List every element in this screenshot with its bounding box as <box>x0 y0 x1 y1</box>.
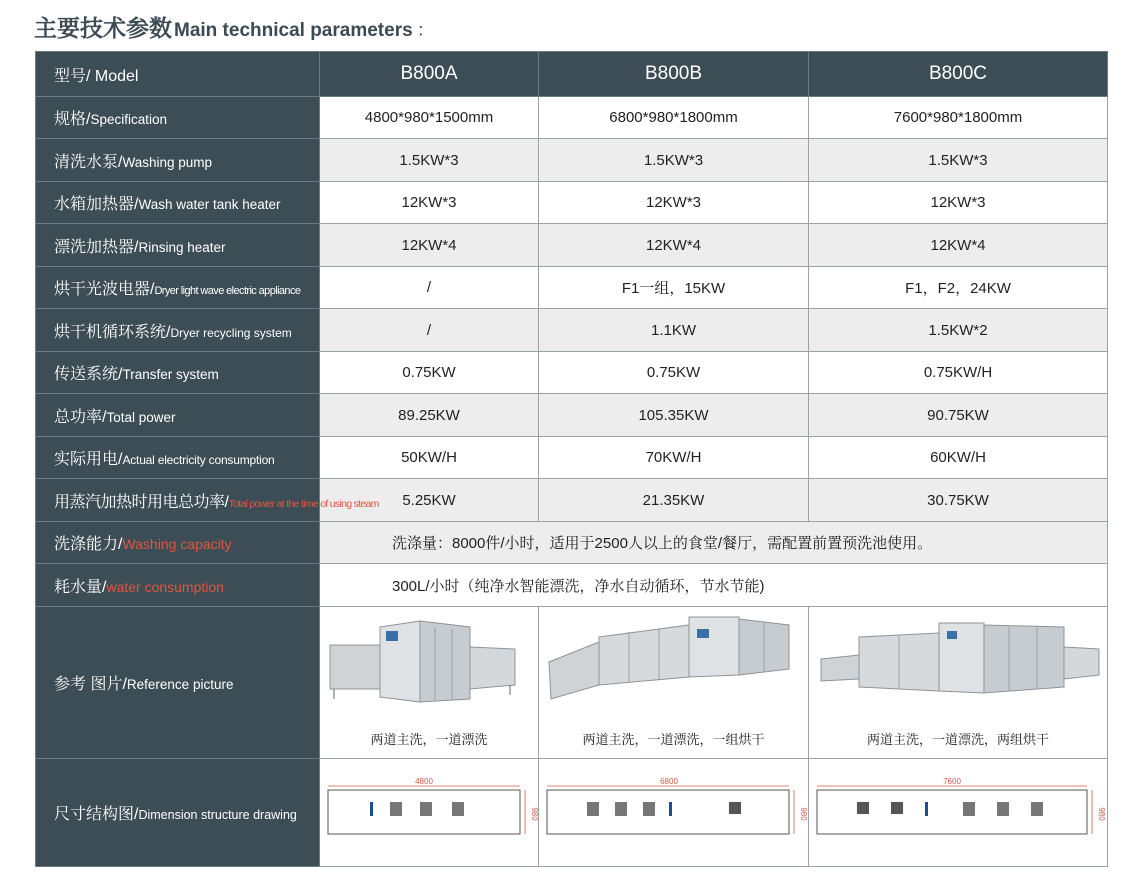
model-b800b: B800B <box>539 52 809 97</box>
dishwasher-b800a-image <box>320 607 537 727</box>
row-label-cn: 清洗水泵/ <box>54 153 123 171</box>
spec-row <box>36 437 1108 479</box>
row-label <box>36 352 320 394</box>
cell-b800b: 12KW*3 <box>539 182 809 224</box>
length-label-b800c: 7600 <box>943 776 961 786</box>
cell-b800a: 4800*980*1500mm <box>320 97 539 139</box>
drawing-label-en: Dimension structure drawing <box>138 808 297 822</box>
row-label-en: Dryer light wave electric appliance <box>154 285 301 297</box>
cell-b800c: 1.5KW*2 <box>809 309 1108 352</box>
water-label-cn: 耗水量/ <box>54 578 107 596</box>
picture-label-cn: 参考 图片/ <box>54 676 127 693</box>
row-label <box>36 267 320 309</box>
picture-cell-b800c <box>809 607 1108 759</box>
row-label-cn: 水箱加热器/ <box>54 196 139 213</box>
row-label <box>36 394 320 437</box>
water-row <box>36 564 1108 607</box>
height-label-b800b: 980 <box>799 806 808 821</box>
cell-b800a: / <box>320 267 539 309</box>
row-label-en: Dryer recycling system <box>170 325 292 340</box>
cell-b800b: 1.5KW*3 <box>539 139 809 182</box>
dimension-drawing-b800a <box>320 778 537 848</box>
spec-row <box>36 97 1108 139</box>
cell-b800a: 12KW*3 <box>320 182 539 224</box>
row-label-cn: 烘干光波电器/ <box>54 281 155 298</box>
model-b800c: B800C <box>809 52 1108 97</box>
cell-b800b: 70KW/H <box>539 437 809 479</box>
spec-row <box>36 139 1108 182</box>
spec-row <box>36 394 1108 437</box>
cell-b800a: / <box>320 309 539 352</box>
dishwasher-b800b-image <box>539 607 807 727</box>
row-label-cn: 实际用电/ <box>54 451 123 468</box>
length-label-b800a: 4800 <box>415 776 433 786</box>
cell-b800c: 90.75KW <box>809 394 1108 437</box>
picture-label-en: Reference picture <box>126 677 234 692</box>
drawing-label <box>36 759 320 867</box>
water-value: 300L/小时（纯净水智能漂洗，净水自动循环，节水节能) <box>320 564 1108 607</box>
row-label-en: Total power <box>106 409 176 425</box>
dimension-drawing-b800b <box>539 778 807 848</box>
drawing-cell-b800b <box>539 759 809 867</box>
row-label <box>36 437 320 479</box>
cell-b800a: 1.5KW*3 <box>320 139 539 182</box>
cell-b800a: 5.25KW <box>320 479 539 522</box>
cell-b800c: 0.75KW/H <box>809 352 1108 394</box>
row-label-cn: 规格/ <box>54 111 91 128</box>
cell-b800a: 12KW*4 <box>320 224 539 267</box>
row-label-en: Specification <box>90 112 167 127</box>
model-label: 型号/ Model <box>36 52 320 97</box>
spec-row <box>36 309 1108 352</box>
cell-b800c: 12KW*4 <box>809 224 1108 267</box>
row-label-cn: 传送系统/ <box>54 366 123 383</box>
row-label <box>36 139 320 182</box>
dishwasher-b800c-image <box>809 607 1106 727</box>
cell-b800c: 60KW/H <box>809 437 1108 479</box>
title-en: Main technical parameters <box>174 20 413 41</box>
capacity-label <box>36 522 320 564</box>
drawing-cell-b800c <box>809 759 1108 867</box>
row-label-en: Actual electricity consumption <box>122 453 275 467</box>
cell-b800a: 0.75KW <box>320 352 539 394</box>
capacity-row <box>36 522 1108 564</box>
cell-b800b: 6800*980*1800mm <box>539 97 809 139</box>
row-label-cn: 用蒸汽加热时用电总功率/ <box>54 493 229 511</box>
capacity-value: 洗涤量：8000件/小时，适用于2500人以上的食堂/餐厅，需配置前置预洗池使用。 <box>320 522 1108 564</box>
row-label-en: Wash water tank heater <box>138 197 281 212</box>
cell-b800b: 21.35KW <box>539 479 809 522</box>
row-label <box>36 182 320 224</box>
cell-b800c: 30.75KW <box>809 479 1108 522</box>
cell-b800c: 7600*980*1800mm <box>809 97 1108 139</box>
row-label <box>36 97 320 139</box>
spec-row <box>36 352 1108 394</box>
cell-b800b: 1.1KW <box>539 309 809 352</box>
cell-b800a: 50KW/H <box>320 437 539 479</box>
row-label <box>36 224 320 267</box>
picture-cell-b800b <box>539 607 809 759</box>
row-label <box>36 309 320 352</box>
row-label-en: Total power at the time of using steam <box>228 497 379 510</box>
water-label-en: water consumption <box>106 578 224 595</box>
spec-row <box>36 479 1108 522</box>
cell-b800c: F1，F2，24KW <box>809 267 1108 309</box>
cell-b800b: 0.75KW <box>539 352 809 394</box>
spec-table <box>35 51 1108 867</box>
title-colon: ： <box>416 20 435 41</box>
spec-row <box>36 224 1108 267</box>
length-label-b800b: 6800 <box>660 776 678 786</box>
water-label <box>36 564 320 607</box>
row-label-cn: 总功率/ <box>54 408 107 426</box>
drawing-row <box>36 759 1108 867</box>
picture-caption-b800c: 两道主洗，一道漂洗，两组烘干 <box>866 732 1049 747</box>
capacity-label-en: Washing capacity <box>122 536 232 552</box>
height-label-b800a: 980 <box>530 806 539 821</box>
row-label-cn: 漂洗加热器/ <box>54 238 139 256</box>
picture-label <box>36 607 320 759</box>
row-label <box>36 479 379 522</box>
model-b800a: B800A <box>320 52 539 97</box>
spec-row <box>36 182 1108 224</box>
dimension-drawing-b800c <box>809 778 1106 848</box>
title-cn: 主要技术参数 <box>34 15 172 42</box>
row-label-en: Washing pump <box>122 154 212 170</box>
row-label-en: Rinsing heater <box>138 239 226 255</box>
cell-b800c: 1.5KW*3 <box>809 139 1108 182</box>
drawing-label-cn: 尺寸结构图/ <box>54 806 139 823</box>
height-label-b800c: 980 <box>1097 806 1106 821</box>
picture-caption-b800a: 两道主洗，一道漂洗 <box>370 732 488 747</box>
cell-b800b: 105.35KW <box>539 394 809 437</box>
drawing-cell-b800a <box>320 759 539 867</box>
picture-caption-b800b: 两道主洗，一道漂洗，一组烘干 <box>582 732 765 747</box>
row-label-cn: 烘干机循环系统/ <box>54 323 171 341</box>
header-row <box>36 52 1108 97</box>
capacity-label-cn: 洗涤能力/ <box>54 536 123 553</box>
cell-b800a: 89.25KW <box>320 394 539 437</box>
picture-row <box>36 607 1108 759</box>
picture-cell-b800a <box>320 607 539 759</box>
cell-b800c: 12KW*3 <box>809 182 1108 224</box>
page-title <box>34 10 435 44</box>
cell-b800b: F1一组，15KW <box>539 267 809 309</box>
cell-b800b: 12KW*4 <box>539 224 809 267</box>
spec-row <box>36 267 1108 309</box>
row-label-en: Transfer system <box>122 367 219 382</box>
